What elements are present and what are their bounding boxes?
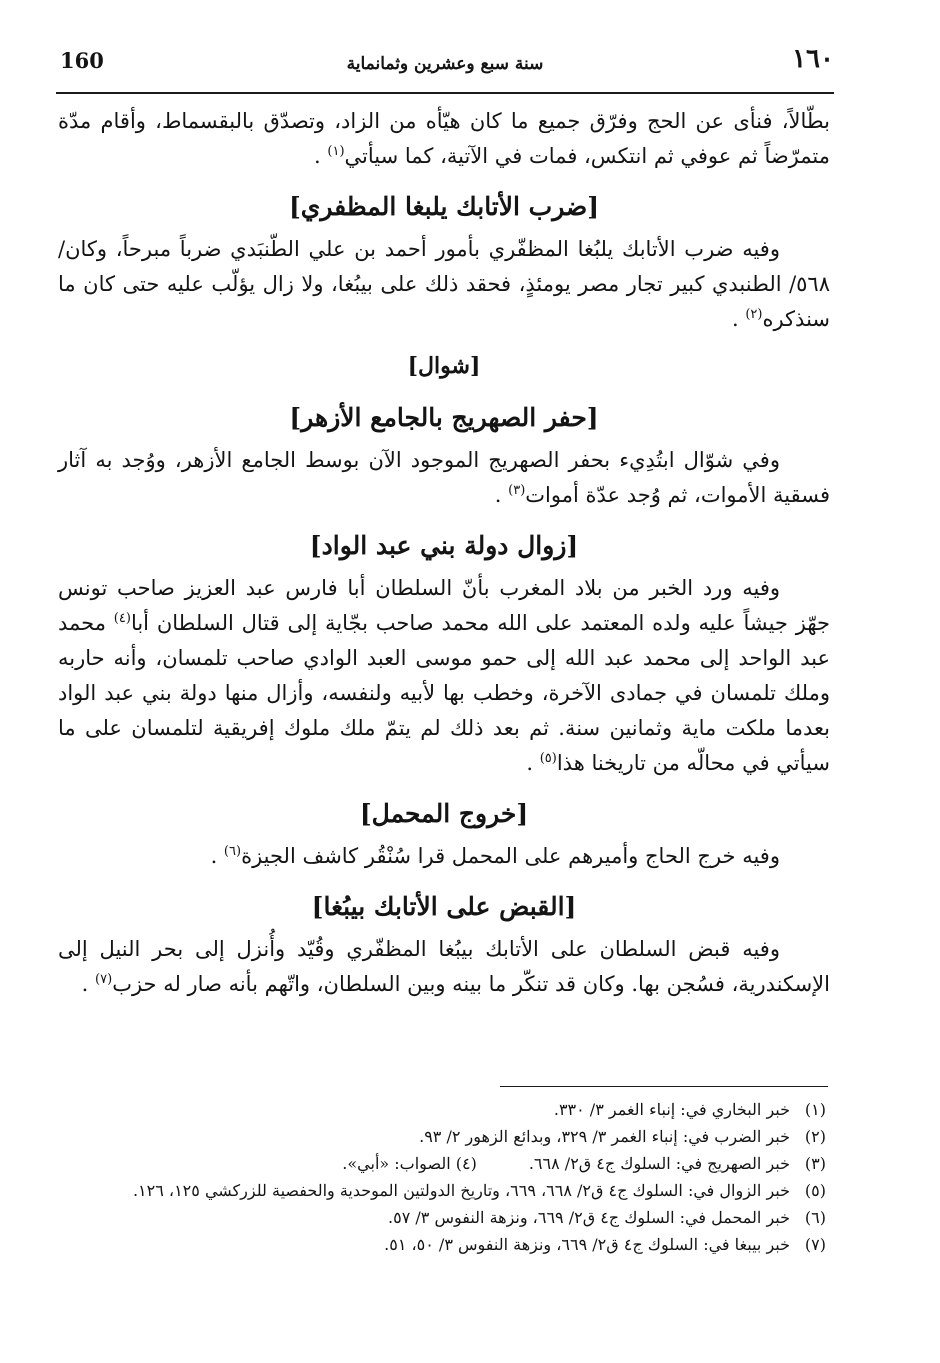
section-heading-mahmal: [خروج المحمل] [359, 799, 529, 828]
footnotes [56, 1096, 826, 1258]
main-text [58, 104, 830, 1002]
section-heading-cistern: [حفر الصهريج بالجامع الأزهر] [289, 403, 599, 432]
month-heading-shawwal: [شوال] [407, 353, 481, 379]
footnote-ref-3: (٣) [508, 483, 526, 498]
page-header [56, 44, 834, 88]
section-heading-beating: [ضرب الأتابك يلبغا المظفري] [288, 192, 600, 221]
footnote-ref-1: (١) [327, 144, 345, 159]
footnote-3: خبر الصهريج في: السلوك ج٤ ق٢/ ٦٦٨. [528, 1154, 790, 1173]
footnote-rule [500, 1086, 828, 1087]
page-number-latin: 160 [60, 48, 104, 73]
footnote-4: الصواب: «أبي». [342, 1154, 451, 1173]
paragraph-mahmal: وفيه خرج الحاج وأميرهم على المحمل قرا سُنْقُر كاشف الجيزة$^{(٦)}$ . [210, 844, 780, 868]
section-heading-abd-al-wad: [زوال دولة بني عبد الواد] [309, 531, 579, 560]
paragraph-arrest: وفيه قبض السلطان على الأتابك بيبُغا المظفّري وقُيّد وأُنزل إلى بحر النيل إلى الإسكندرية، فسُجن بها. وكان قد تنكّر ما بينه وبين السلطان، واتّهم بأنه صار له حزب$^{(٧)}$ . [58, 937, 830, 996]
footnote-4-num: (٤) [455, 1154, 477, 1173]
section-heading-arrest: [القبض على الأتابك بيبُغا] [311, 892, 577, 921]
paragraph-intro: بطّالاً، فنأى عن الحج وفرّق جميع ما كان هيّأه من الزاد، وتصدّق بالبقسماط، وأقام مدّة متمرّضاً ثم عوفي ثم انتكس، فمات في الآتية، كما سيأتي$^{(١)}$ . [58, 109, 830, 168]
footnote-2: (٢) خبر الضرب في: إنباء الغمر ٣/ ٣٢٩، وبدائع الزهور ٢/ ٩٣. [419, 1127, 826, 1146]
footnote-7: (٧) خبر بيبغا في: السلوك ج٤ ق٢/ ٦٦٩، ونزهة النفوس ٣/ ٥٠، ٥١. [384, 1235, 826, 1254]
footnote-ref-5: (٥) [539, 751, 557, 766]
header-rule [56, 92, 834, 94]
footnote-ref-4: (٤) [113, 611, 131, 626]
footnote-6: (٦) خبر المحمل في: السلوك ج٤ ق٢/ ٦٦٩، ونزهة النفوس ٣/ ٥٧. [388, 1208, 826, 1227]
footnote-1: (١) خبر البخاري في: إنباء الغمر ٣/ ٣٣٠. [553, 1100, 826, 1119]
footnote-3-4: (٣) خبر الصهريج في: السلوك ج٤ ق٢/ ٦٦٨.(٤) الصواب: «أبي». [342, 1154, 826, 1173]
footnote-ref-6: (٦) [223, 844, 242, 859]
footnote-ref-7: (٧) [95, 972, 113, 987]
footnote-5: (٥) خبر الزوال في: السلوك ج٤ ق٢/ ٦٦٨، ٦٦٩، وتاريخ الدولتين الموحدية والحفصية للزركشي ١٢٥، ١٢٦. [132, 1181, 826, 1200]
footnote-ref-2: (٢) [745, 307, 763, 322]
paragraph-beating: وفيه ضرب الأتابك يلبُغا المظفّري بأمور أحمد بن علي الطّنبَدي ضرباً مبرحاً، وكان/ ٥٦٨/ الطنبدي كبير تجار مصر يومئذٍ، فحقد ذلك على بيبُغا، ولا زال يؤلّب عليه حتى كان ما سنذكره$^{(٢)}$ . [58, 237, 830, 331]
paragraph-cistern: وفي شوّال ابتُدِيء بحفر الصهريج الموجود الآن بوسط الجامع الأزهر، ووُجد به آثار فسقية الأموات، ثم وُجد عدّة أموات$^{(٣)}$ . [58, 448, 830, 507]
page-number-arabic: ١٦٠ [792, 44, 834, 74]
paragraph-abd-al-wad: وفيه ورد الخبر من بلاد المغرب بأنّ السلطان أبا فارس عبد العزيز صاحب تونس جهّز جيشاً عليه ولده المعتمد على الله محمد صاحب بجّاية إلى قتال السلطان أبا$^{(٤)}$ محمد عبد الواحد إلى محمد عبد الله إلى حمو موسى العبد الوادي صاحب تلمسان، وأنه حاربه وملك تلمسان في جمادى الآخرة، وخطب بها لأبيه ولنفسه، وأزال منها دولة بني عبد الواد بعدما ملكت ماية وثمانين سنة. ثم بعد ذلك لم يتمّ ملك ملوك إفريقية لتلمسان على ما سيأتي في محالّه من تاريخنا هذا$^{(٥)}$ . [58, 576, 830, 775]
running-title: سنة سبع وعشرين وثمانماية [346, 54, 544, 74]
